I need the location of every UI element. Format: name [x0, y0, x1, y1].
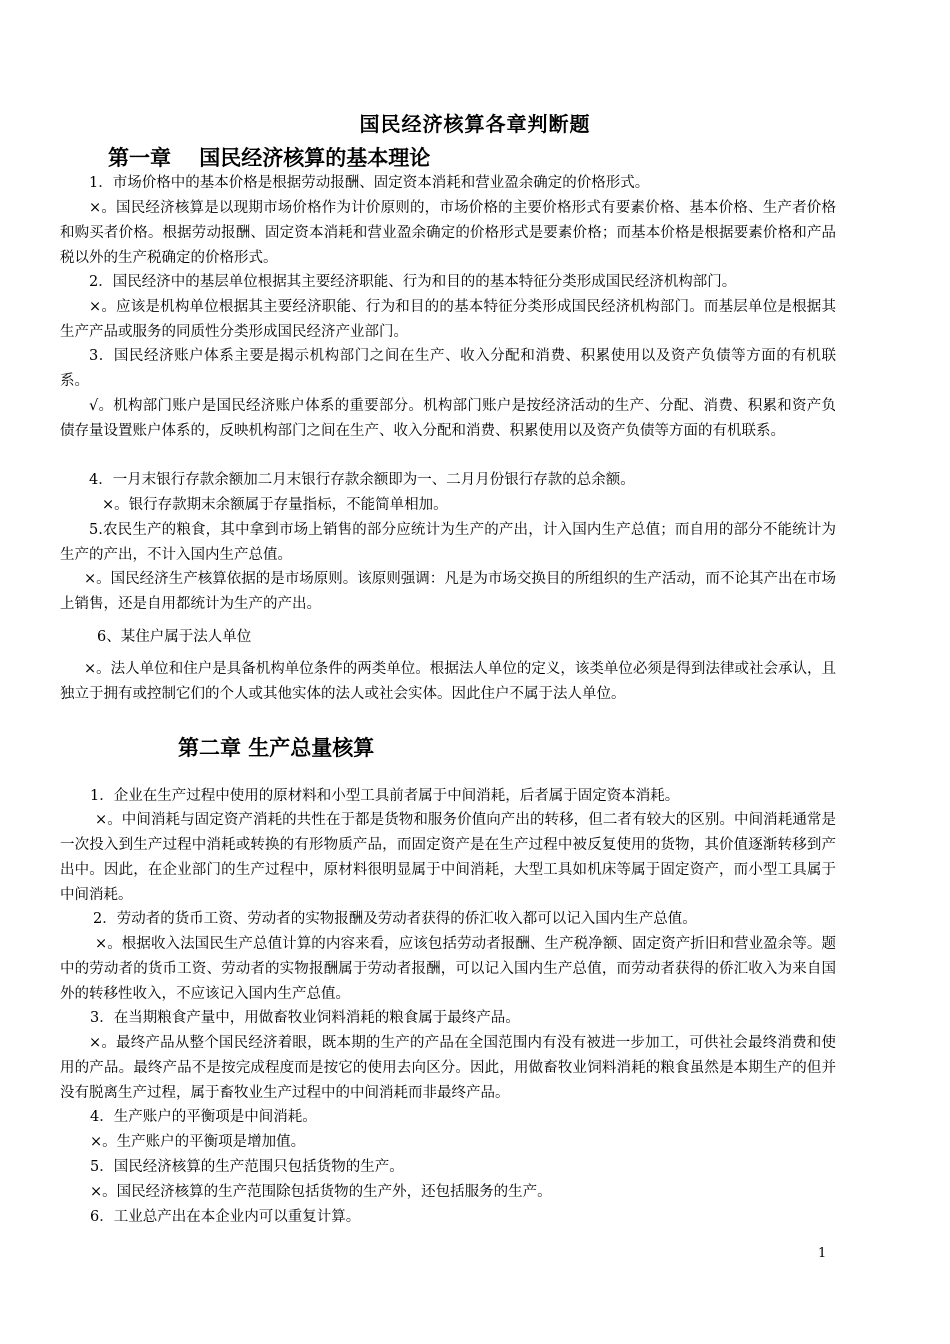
ch2-question-1: 1．企业在生产过程中使用的原材料和小型工具前者属于中间消耗，后者属于固定资本消耗。 — [90, 788, 680, 804]
ch1-answer-2: ×。应该是机构单位根据其主要经济职能、行为和目的的基本特征分类形成国民经济机构部门。而基层单位是根据其生产产品或服务的同质性分类形成国民经济产业部门。 — [60, 299, 836, 340]
ch1-question-1: 1．市场价格中的基本价格是根据劳动报酬、固定资本消耗和营业盈余确定的价格形式。 — [89, 175, 650, 191]
ch2-question-2: 2．劳动者的货币工资、劳动者的实物报酬及劳动者获得的侨汇收入都可以记入国内生产总值。 — [93, 911, 697, 927]
ch2-question-5: 5．国民经济核算的生产范围只包括货物的生产。 — [90, 1159, 404, 1175]
ch1-question-3: 3．国民经济账户体系主要是揭示机构部门之间在生产、收入分配和消费、积累使用以及资产负债等方面的有机联系。 — [60, 348, 836, 389]
ch2-answer-2: ×。根据收入法国民生产总值计算的内容来看，应该包括劳动者报酬、生产税净额、固定资产折旧和营业盈余等。题中的劳动者的货币工资、劳动者的实物报酬属于劳动者报酬，可以记入国内生产总值，而劳动者获得的侨汇收入为来自国外的转移性收入，不应该记入国内生产总值。 — [60, 936, 836, 1002]
ch1-answer-3: √。机构部门账户是国民经济账户体系的重要部分。机构部门账户是按经济活动的生产、分配、消费、积累和资产负债存量设置账户体系的，反映机构部门之间在生产、收入分配和消费、积累使用以及资产负债等方面的有机联系。 — [60, 398, 836, 439]
ch2-answer-4: ×。生产账户的平衡项是增加值。 — [90, 1134, 306, 1150]
document-title: 国民经济核算各章判断题 — [359, 112, 591, 136]
ch2-question-6: 6．工业总产出在本企业内可以重复计算。 — [90, 1209, 361, 1225]
ch1-answer-5: ×。国民经济生产核算依据的是市场原则。该原则强调：凡是为市场交换目的所组织的生产活动，而不论其产出在市场上销售，还是自用都统计为生产的产出。 — [60, 571, 836, 612]
ch2-answer-5: ×。国民经济核算的生产范围除包括货物的生产外，还包括服务的生产。 — [90, 1184, 552, 1200]
ch2-answer-3: ×。最终产品从整个国民经济着眼，既本期的生产的产品在全国范围内有没有被进一步加工，可供社会最终消费和使用的产品。最终产品不是按完成程度而是按它的使用去向区分。因此，用做畜牧业饲料消耗的粮食虽然是本期生产的但并没有脱离生产过程，属于畜牧业生产过程中的中间消耗而非最终产品。 — [60, 1035, 836, 1101]
chapter-2-heading: 第二章 生产总量核算 — [178, 735, 375, 760]
ch1-answer-4: ×。银行存款期末余额属于存量指标，不能简单相加。 — [102, 497, 448, 513]
ch1-question-6: 6、某住户属于法人单位 — [97, 629, 252, 645]
ch2-question-3: 3．在当期粮食产量中，用做畜牧业饲料消耗的粮食属于最终产品。 — [90, 1010, 520, 1026]
ch2-question-4: 4．生产账户的平衡项是中间消耗。 — [90, 1109, 317, 1125]
ch1-answer-6: ×。法人单位和住户是具备机构单位条件的两类单位。根据法人单位的定义，该类单位必须是得到法律或社会承认，且独立于拥有或控制它们的个人或其他实体的法人或社会实体。因此住户不属于法人单位。 — [60, 661, 836, 702]
page-number: 1 — [818, 1246, 827, 1261]
ch1-answer-1: ×。国民经济核算是以现期市场价格作为计价原则的，市场价格的主要价格形式有要素价格、基本价格、生产者价格和购买者价格。根据劳动报酬、固定资本消耗和营业盈余确定的价格形式是要素价格；而基本价格是根据要素价格和产品税以外的生产税确定的价格形式。 — [60, 200, 836, 266]
ch1-question-5: 5.农民生产的粮食，其中拿到市场上销售的部分应统计为生产的产出，计入国内生产总值；而自用的部分不能统计为生产的产出，不计入国内生产总值。 — [60, 522, 836, 563]
chapter-1-heading: 第一章 国民经济核算的基本理论 — [108, 145, 431, 170]
ch2-answer-1: ×。中间消耗与固定资产消耗的共性在于都是货物和服务价值向产出的转移，但二者有较大的区别。中间消耗通常是一次投入到生产过程中消耗或转换的有形物质产品，而固定资产是在生产过程中被反复使用的货物，其价值逐渐转移到产出中。因此，在企业部门的生产过程中，原材料很明显属于中间消耗，大型工具如机床等属于固定资产，而小型工具属于中间消耗。 — [60, 812, 836, 903]
ch1-question-2: 2．国民经济中的基层单位根据其主要经济职能、行为和目的的基本特征分类形成国民经济机构部门。 — [89, 274, 737, 290]
ch1-question-4: 4．一月末银行存款余额加二月末银行存款余额即为一、二月月份银行存款的总余额。 — [89, 472, 635, 488]
